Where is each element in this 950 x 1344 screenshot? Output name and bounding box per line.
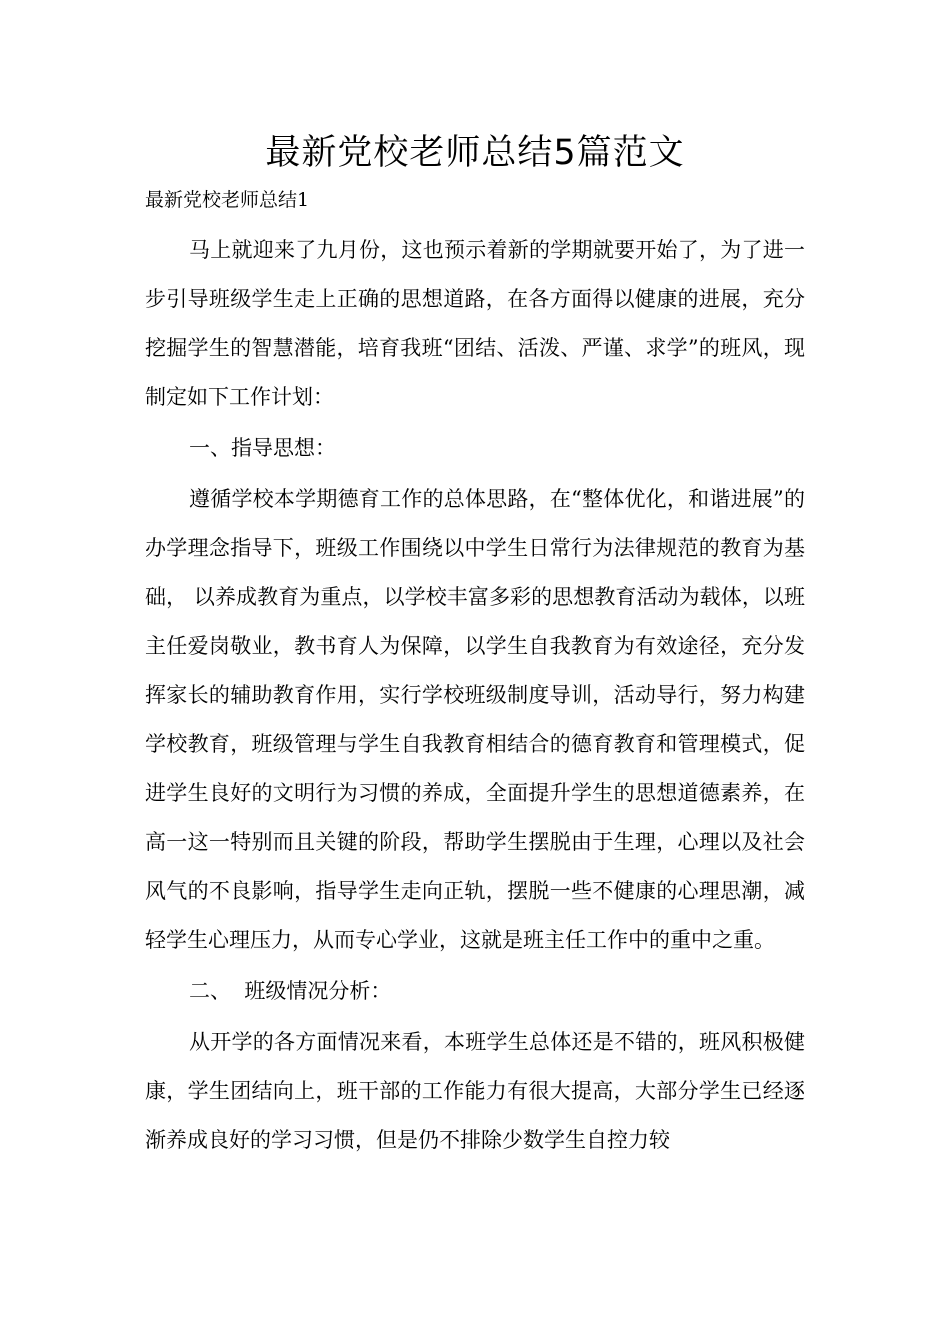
section-subtitle: 最新党校老师总结1 bbox=[145, 189, 310, 211]
document-title: 最新党校老师总结5篇范文 bbox=[265, 133, 685, 173]
paragraph-guiding-thought: 遵循学校本学期德育工作的总体思路，在“整体优化，和谐进展”的办学理念指导下，班级工作围绕以中学生日常行为法律规范的教育为基础， 以养成教育为重点，以学校丰富多彩的思想教育活动为载体，以班主任爱岗敬业，教书育人为保障，以学生自我教育为有效途径，充分发挥家长的辅助教育作用，实行学校班级制度导训，活动导行，努力构建学校教育，班级管理与学生自我教育相结合的德育教育和管理模式，促进学生良好的文明行为习惯的养成，全面提升学生的思想道德素养，在高一这一特别而且关键的阶段，帮助学生摆脱由于生理，心理以及社会风气的不良影响，指导学生走向正轨，摆脱一些不健康的心理思潮，减轻学生心理压力，从而专心学业，这就是班主任工作中的重中之重。 bbox=[145, 487, 805, 952]
paragraph-class-analysis: 从开学的各方面情况来看，本班学生总体还是不错的，班风积极健康，学生团结向上，班干部的工作能力有很大提高，大部分学生已经逐渐养成良好的学习习惯，但是仍不排除少数学生自控力较 bbox=[145, 1030, 805, 1152]
section-heading-guiding-thought: 一、指导思想： bbox=[189, 436, 336, 460]
document-body bbox=[145, 226, 805, 1165]
paragraph-intro: 马上就迎来了九月份，这也预示着新的学期就要开始了，为了进一步引导班级学生走上正确的思想道路，在各方面得以健康的进展，充分挖掘学生的智慧潜能，培育我班“团结、活泼、严谨、求学”的班风，现制定如下工作计划： bbox=[145, 238, 805, 409]
section-heading-class-analysis: 二、 班级情况分析： bbox=[189, 979, 392, 1003]
